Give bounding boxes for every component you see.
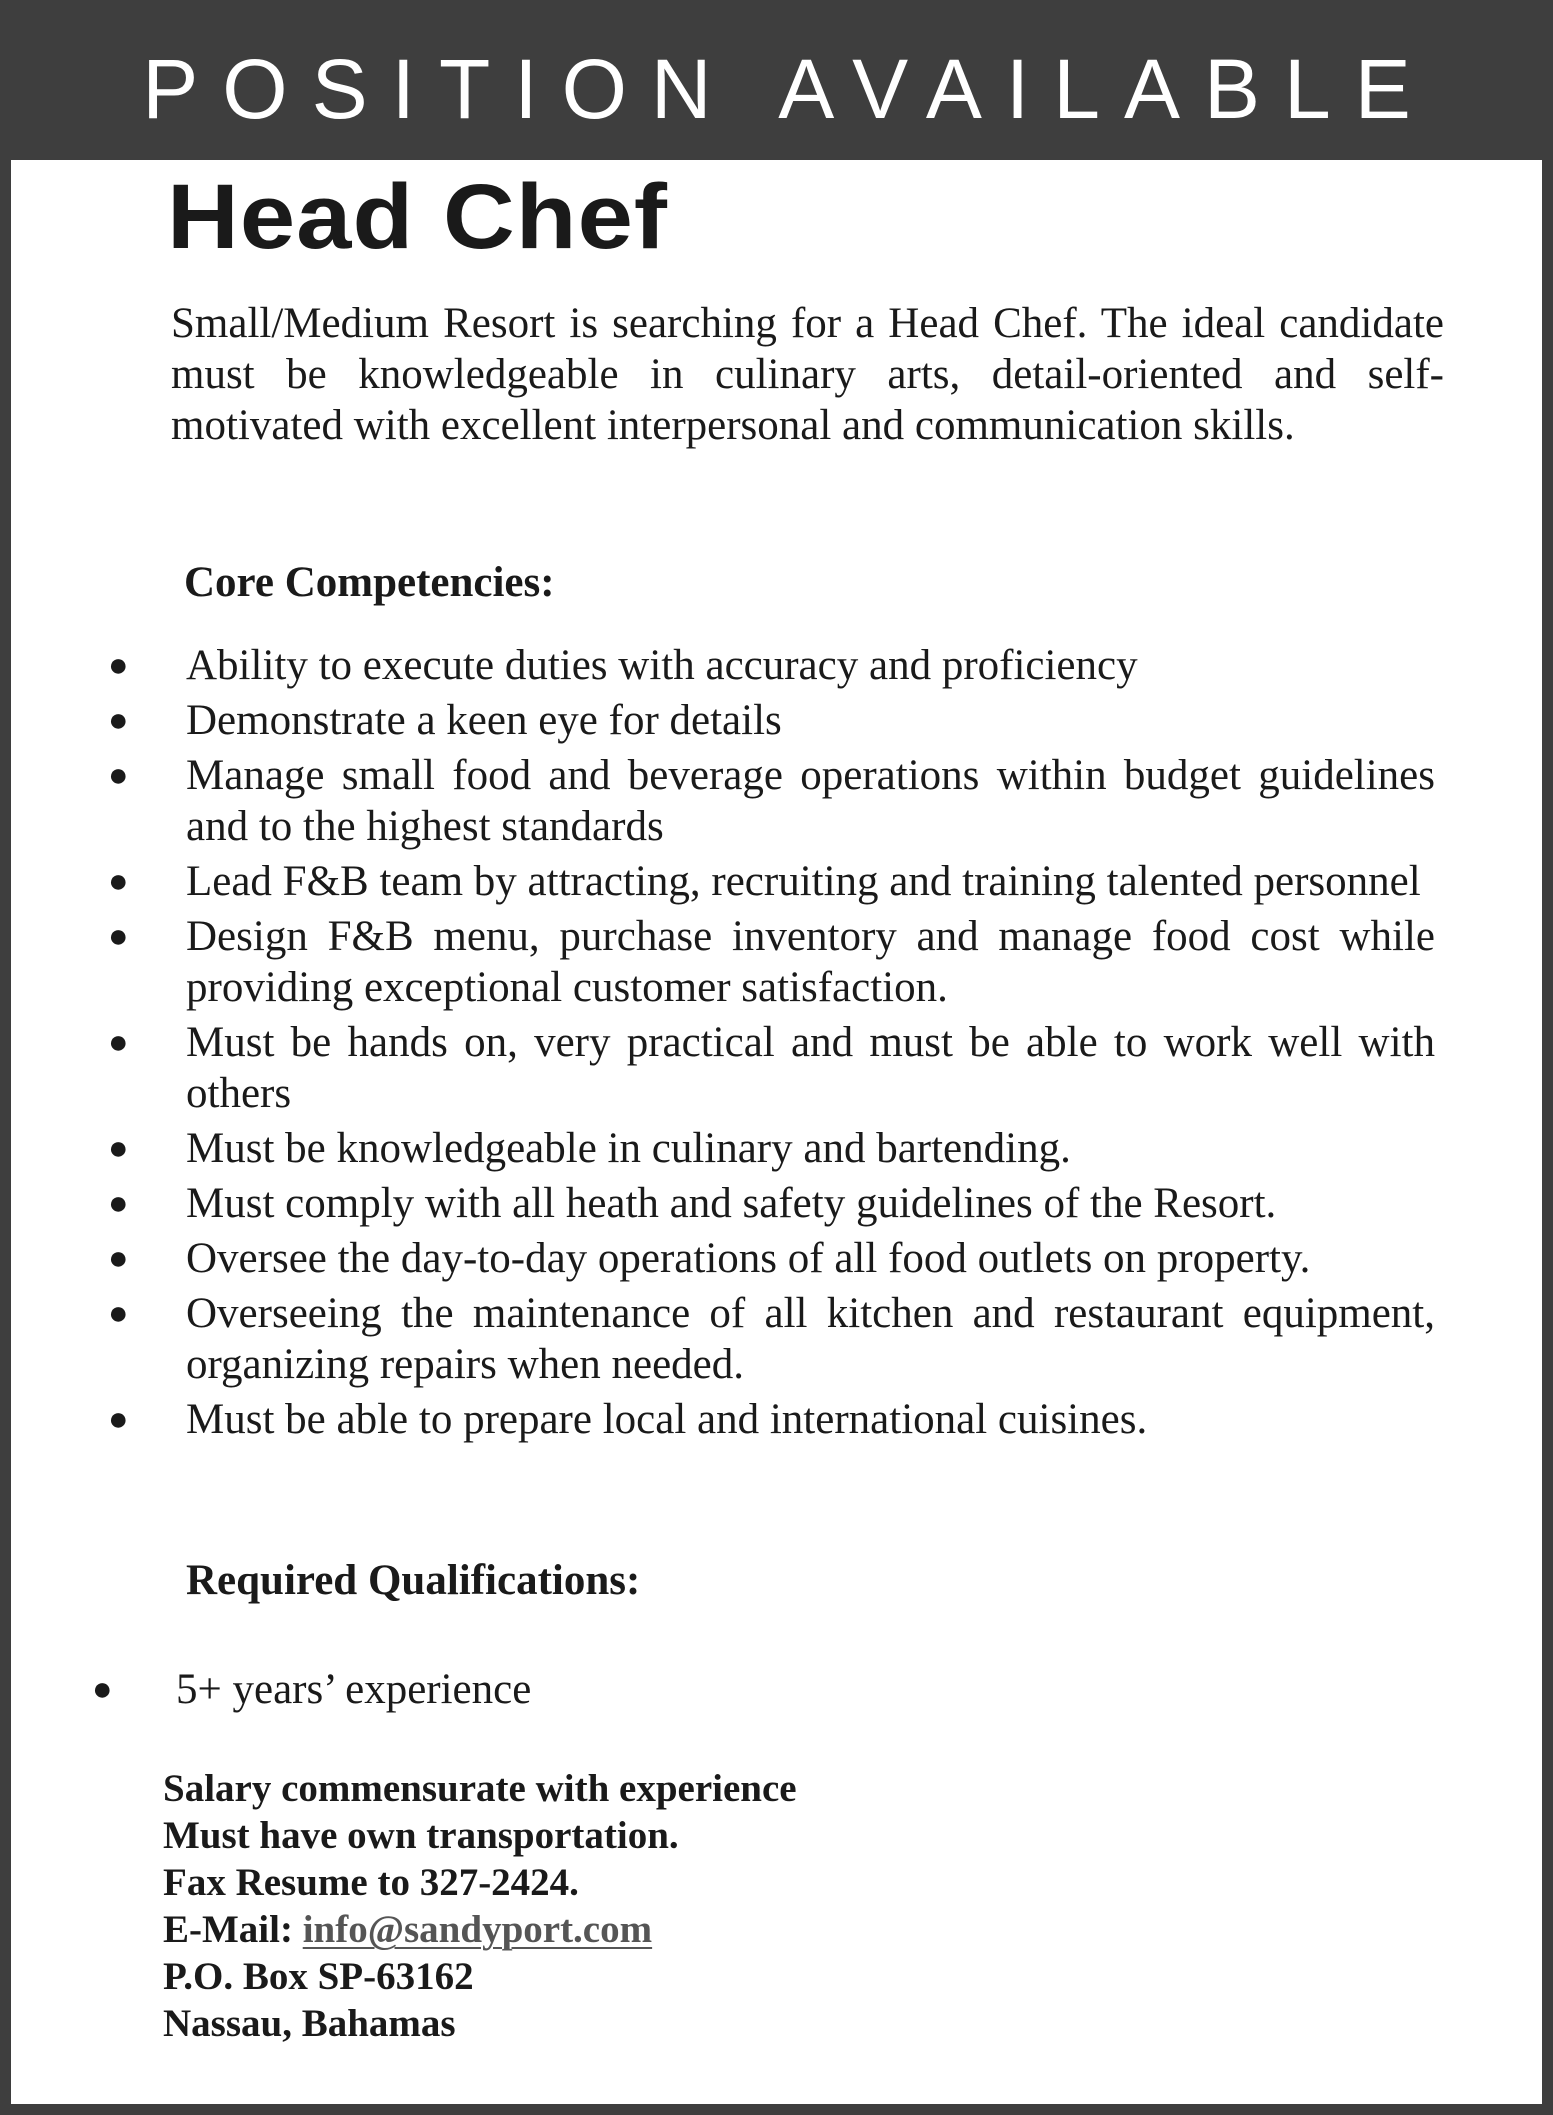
bullet-icon: ● [108, 702, 129, 739]
bullet-icon: ● [108, 757, 129, 794]
bullet-icon: ● [108, 863, 129, 900]
core-competencies-heading: Core Competencies: [184, 559, 555, 606]
bullet-icon: ● [108, 1401, 129, 1438]
bullet-icon: ● [108, 1185, 129, 1222]
job-intro: Small/Medium Resort is searching for a Head Chef. The ideal candidate must be knowledgeable in culinary arts, detail-oriented and self-motivated with excellent interpersonal and communication skills. [171, 300, 1444, 449]
list-item: ● Must be hands on, very practical and must be able to work well with others [108, 1019, 1435, 1117]
bullet-icon: ● [108, 918, 129, 955]
list-item: ● Ability to execute duties with accuracy and proficiency [108, 642, 1138, 689]
list-item: ● Design F&B menu, purchase inventory and manage food cost while providing exceptional customer satisfaction. [108, 913, 1435, 1011]
bullet-icon: ● [92, 1671, 113, 1708]
position-available-banner: POSITION AVAILABLE [0, 0, 1553, 160]
salary-note: Salary commensurate with experience [163, 1767, 797, 1810]
location: Nassau, Bahamas [163, 2002, 456, 2045]
transport-note: Must have own transportation. [163, 1814, 679, 1857]
required-qualifications-heading: Required Qualifications: [186, 1557, 641, 1604]
list-item: ● 5+ years’ experience [92, 1666, 532, 1713]
email-link[interactable]: info@sandyport.com [302, 1908, 653, 1951]
list-item: ● Must comply with all heath and safety guidelines of the Resort. [108, 1180, 1277, 1227]
fax-note: Fax Resume to 327-2424. [163, 1861, 579, 1904]
core-competencies-list [0, 640, 1553, 1449]
list-item: ● Must be able to prepare local and international cuisines. [108, 1396, 1148, 1443]
contact-block [163, 1765, 797, 2047]
job-title: Head Chef [167, 166, 669, 268]
list-item: ● Oversee the day-to-day operations of all food outlets on property. [108, 1235, 1311, 1282]
list-item: ● Manage small food and beverage operations within budget guidelines and to the highest standards [108, 752, 1435, 850]
bullet-icon: ● [108, 1024, 129, 1061]
list-item: ● Must be knowledgeable in culinary and bartending. [108, 1125, 1071, 1172]
list-item: ● Overseeing the maintenance of all kitchen and restaurant equipment, organizing repairs when needed. [108, 1290, 1435, 1388]
email-line [163, 1906, 797, 1953]
bullet-icon: ● [108, 1130, 129, 1167]
po-box: P.O. Box SP-63162 [163, 1955, 474, 1998]
qualifications-list [0, 1664, 1553, 1715]
bullet-icon: ● [108, 1240, 129, 1277]
list-item: ● Lead F&B team by attracting, recruiting and training talented personnel [108, 858, 1421, 905]
email-label: E-Mail: [163, 1908, 293, 1951]
bullet-icon: ● [108, 647, 129, 684]
list-item: ● Demonstrate a keen eye for details [108, 697, 782, 744]
bullet-icon: ● [108, 1295, 129, 1332]
